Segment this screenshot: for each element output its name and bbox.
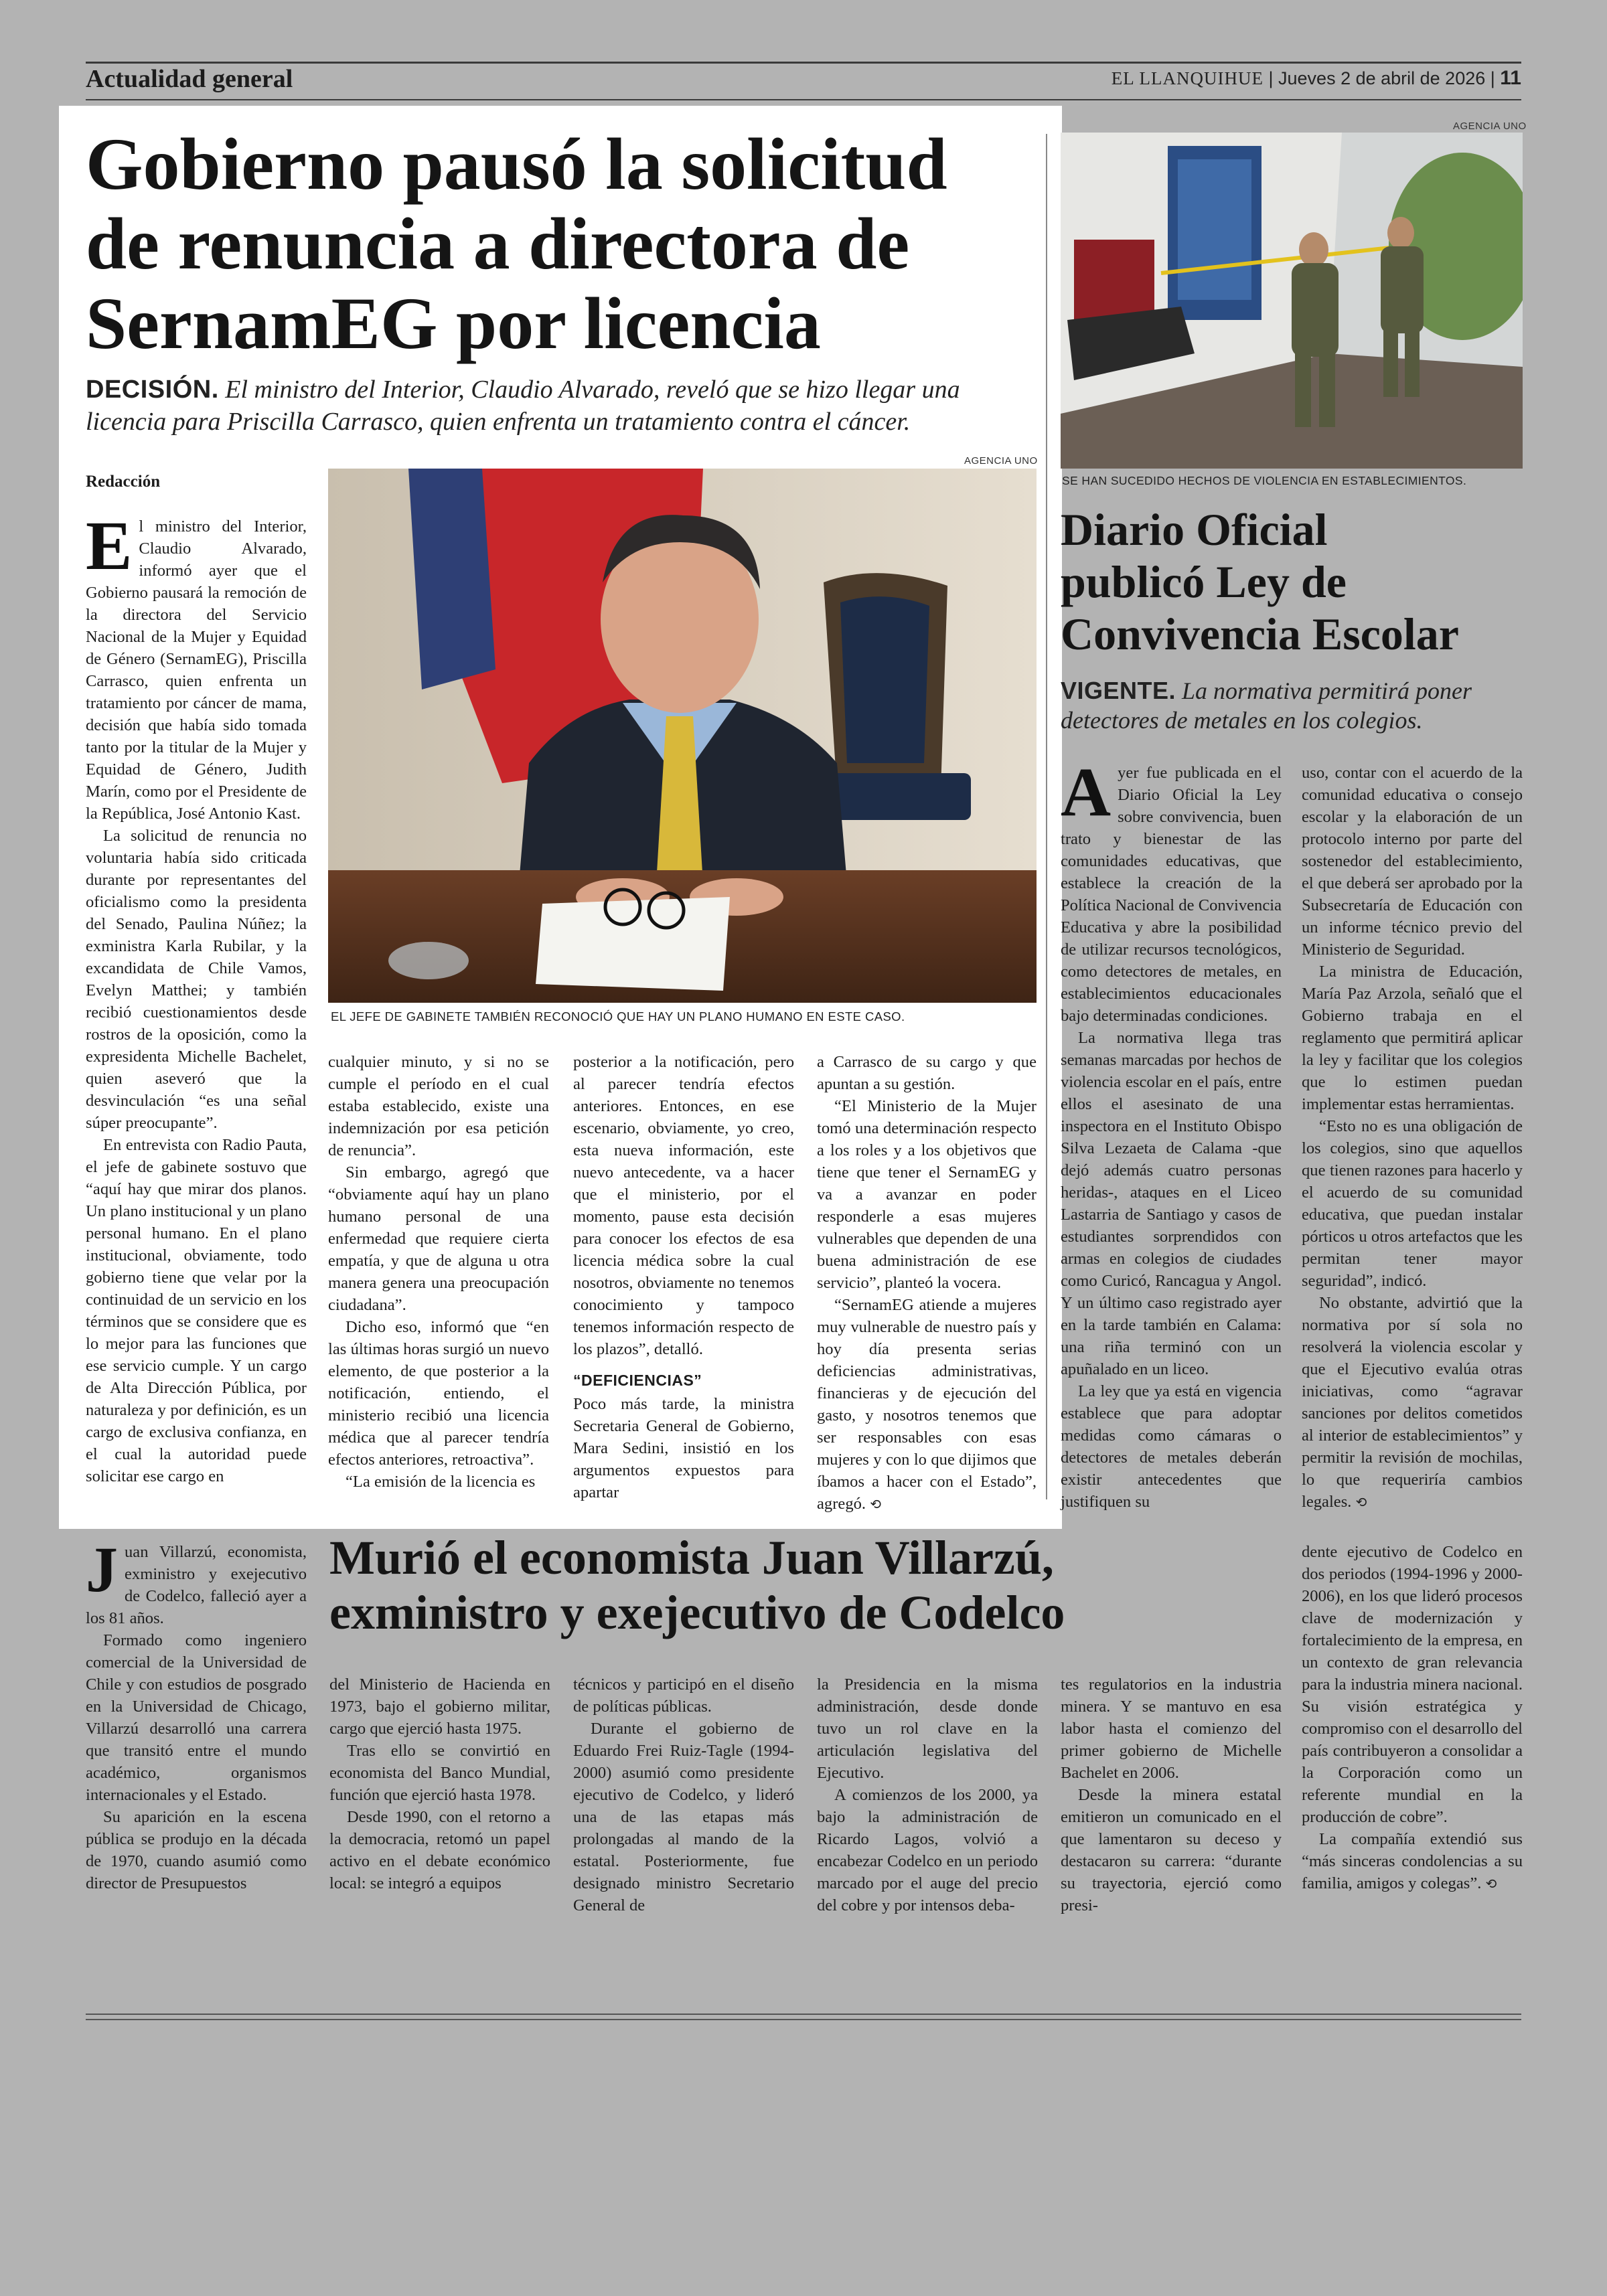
bottom-col1-p1: uan Villarzú, economista, exministro y exejecutivo de Codelco, falleció ayer a los 81 años. xyxy=(86,1543,307,1627)
side-lead-keyword: VIGENTE. xyxy=(1061,677,1176,704)
side-photo-credit: AGENCIA UNO xyxy=(1453,120,1527,132)
main-lead-line-1: El ministro del Interior, Claudio Alvarado, reveló que se hizo llegar una xyxy=(225,376,960,404)
byline: Redacción xyxy=(86,473,161,491)
main-col1-p1: l ministro del Interior, Claudio Alvarado, informó ayer que el Gobierno pausará la remoción de la directora del Servicio Nacional de la Mujer y Equidad de Género (SernamEG), Priscilla Carrasco, quien enfrenta un tratamiento por cáncer de mama, decisión que había sido tomada tanto por la titular de la Mujer y Equidad de Género, Judith Marín, como por el Presidente de la República, José Antonio Kast. xyxy=(86,517,307,823)
main-headline-line-2: de renuncia a directora de xyxy=(86,202,910,284)
column-divider xyxy=(1046,134,1047,1499)
bottom-rule-2 xyxy=(86,2019,1521,2020)
main-col2-p2: Sin embargo, agregó que “obviamente aquí hay un plano humano personal de una enfermedad que requiere cierta empatía, y que de alguna u otra manera genera una preocupación ciudadana”. xyxy=(328,1163,549,1314)
main-col4-p3: “SernamEG atiende a mujeres muy vulnerable de nuestro país y hoy día presenta serias deficiencias administrativas, financieras y de ejecución del gasto, y nosotros tenemos que ser responsables con esas mujeres y con lo que dijimos que íbamos a hacer con el Estado”, agregó. ⟲ xyxy=(817,1296,1037,1513)
side-headline-line-2: publicó Ley de xyxy=(1061,556,1347,607)
side-col1-p3: La ley que ya está en vigencia establece que para adoptar medidas como cámaras o detectores de metales deberán existir antecedentes que justifiquen su xyxy=(1061,1382,1282,1511)
main-col3-p1: posterior a la notificación, pero al parecer tendría efectos anteriores. Entonces, en ese escenario, obviamente, yo creo, esta nueva información, este nuevo antecedente, va a hacer que el ministerio, por el momento, pause esta decisión para conocer los efectos de esa licencia médica sobre la cual nosotros, obviamente no tenemos conocimiento y tampoco tenemos información respecto de los plazos”, detalló. xyxy=(573,1053,794,1358)
side-lead-line-2: detectores de metales en los colegios. xyxy=(1061,707,1423,734)
school-guards-illustration xyxy=(1061,133,1523,469)
main-col1-p3: En entrevista con Radio Pauta, el jefe de gabinete sostuvo que “aquí hay que mirar dos planos. Un plano institucional y un plano personal humano. En el plano institucional, obviamente, todo gobierno tiene que velar por la continuidad de un servicio en los términos que se considere que es lo mejor para las funciones que ese servicio cumple. Y un cargo de Alta Dirección Pública, por naturaleza y por definición, es un cargo de exclusiva confianza, en el cual la autoridad puede solicitar ese cargo en xyxy=(86,1136,307,1485)
side-col-2 xyxy=(1302,762,1523,1513)
section-label: Actualidad general xyxy=(86,65,293,93)
bottom-col6-p2: La compañía extendió sus “más sinceras condolencias a su familia, amigos y colegas”. ⟲ xyxy=(1302,1830,1523,1892)
main-col1-p2: La solicitud de renuncia no voluntaria había sido criticada durante por representantes del oficialismo como la presidenta del Senado, Paulina Núñez; la exministra Karla Rubilar, y la excandidata de Chile Vamos, Evelyn Matthei; y también recibió cuestionamientos desde rostros de la oposición, como la expresidenta Michelle Bachelet, quien aseveró que la desvinculación “es una señal súper preocupante”. xyxy=(86,827,307,1132)
main-col-1 xyxy=(86,507,307,1487)
issue-date: Jueves 2 de abril de 2026 xyxy=(1278,68,1486,88)
main-drop-cap: E xyxy=(86,507,133,584)
main-photo-credit: AGENCIA UNO xyxy=(964,455,1038,467)
side-col1-p2: La normativa llega tras semanas marcadas por hechos de violencia escolar en el país, entre ellos el asesinato de una inspectora en el Instituto Obispo Silva Lezaeta de Calama -que dejó además cuatro personas heridas-, ataques en el Liceo Lastarria de Santiago y casos de estudiantes sorprendidos con armas en colegios de ciudades como Curicó, Rancagua y Angol. Y un último caso registrado ayer en la tarde también en Calama: una riña terminó con un apuñalado en un liceo. xyxy=(1061,1029,1282,1378)
bottom-col1-p2: Formado como ingeniero comercial de la Universidad de Chile y con estudios de posgrado en la Universidad de Chicago, Villarzú desarrolló una carrera que transitó entre el mundo académico, organismos internacionales y el Estado. xyxy=(86,1631,307,1804)
bottom-col5-p2: Desde la minera estatal emitieron un comunicado en el que lamentaron su deceso y destacaron su carrera: “durante su trayectoria, ejerció como presi- xyxy=(1061,1786,1282,1914)
side-col2-p2: La ministra de Educación, María Paz Arzola, señaló que el Gobierno trabaja en el reglamento que permitirá aplicar la ley y facilitar que los colegios que lo estimen puedan implementar estas herramientas. xyxy=(1302,963,1523,1113)
bottom-col4-p1: la Presidencia en la misma administración, desde donde tuvo un rol clave en la articulación legislativa del Ejecutivo. xyxy=(817,1675,1038,1782)
main-col-4 xyxy=(817,1051,1037,1515)
main-subhead: “DEFICIENCIAS” xyxy=(573,1372,702,1389)
main-col4-p1: a Carrasco de su cargo y que apuntan a su gestión. xyxy=(817,1053,1037,1093)
bottom-col2-p2: Tras ello se convirtió en economista del Banco Mundial, función que ejerció hasta 1978. xyxy=(329,1742,550,1804)
end-mark-icon: ⟲ xyxy=(870,1496,881,1512)
main-headline-line-1: Gobierno pausó la solicitud xyxy=(86,123,947,205)
side-lead-line-1: La normativa permitirá poner xyxy=(1182,677,1472,704)
main-col2-p4: “La emisión de la licencia es xyxy=(346,1473,536,1491)
main-lead-keyword: DECISIÓN. xyxy=(86,376,219,404)
side-headline-line-3: Convivencia Escolar xyxy=(1061,608,1459,659)
bottom-col-1 xyxy=(86,1534,307,1894)
main-col2-p1: cualquier minuto, y si no se cumple el período en el cual estaba establecido, existe una indemnización por esa petición de renuncia”. xyxy=(328,1053,549,1159)
bottom-col-3 xyxy=(573,1673,794,1916)
main-photo-caption: EL JEFE DE GABINETE TAMBIÉN RECONOCIÓ QUE HAY UN PLANO HUMANO EN ESTE CASO. xyxy=(331,1009,905,1023)
paper-name: EL LLANQUIHUE xyxy=(1111,68,1264,88)
bottom-headline-line-1: Murió el economista Juan Villarzú, xyxy=(329,1531,1054,1584)
bottom-col3-p2: Durante el gobierno de Eduardo Frei Ruiz-Tagle (1994-2000) asumió como presidente ejecutivo de Codelco, y lideró una de las etapas más prolongadas al mando de la estatal. Posteriormente, fue designado ministro Secretario General de xyxy=(573,1720,794,1914)
main-col-3 xyxy=(573,1051,794,1503)
page-number: 11 xyxy=(1500,67,1521,89)
side-col2-p1: uso, contar con el acuerdo de la comunidad educativa o consejo escolar y la elaboración de un protocolo interno por parte del sostenedor del establecimiento, el que deberá ser aprobado por la Subsecretaría de Educación con un informe técnico previo del Ministerio de Seguridad. xyxy=(1302,764,1523,959)
bottom-col5-p1: tes regulatorios en la industria minera. Y se mantuvo en esa labor hasta el comienzo del primer gobierno de Michelle Bachelet en 2006. xyxy=(1061,1675,1282,1782)
main-lead-line-2: licencia para Priscilla Carrasco, quien enfrenta un tratamiento contra el cáncer. xyxy=(86,408,911,436)
side-photo-caption: SE HAN SUCEDIDO HECHOS DE VIOLENCIA EN ESTABLECIMIENTOS. xyxy=(1062,474,1467,487)
bottom-col3-p1: técnicos y participó en el diseño de políticas públicas. xyxy=(573,1675,794,1716)
side-headline xyxy=(1061,503,1523,660)
bottom-headline xyxy=(329,1530,1280,1640)
bottom-col6-p1: dente ejecutivo de Codelco en dos periodos (1994-1996 y 2000-2006), en los que lideró procesos clave de modernización y fortalecimiento de la empresa, en un contexto de gran relevancia para la industria minera nacional. Su visión estratégica y compromiso con el desarrollo del país contribuyeron a consolidar a la Corporación como un referente mundial en la producción de cobre”. xyxy=(1302,1543,1523,1826)
header-rule xyxy=(86,99,1521,100)
bottom-rule-1 xyxy=(86,2014,1521,2015)
main-headline xyxy=(86,125,1050,363)
side-col2-p3: “Esto no es una obligación de los colegios, sino que aquellos que tienen razones para hacerlo y el acuerdo de su comunidad educativa, que puedan instalar pórticos u otros artefactos que les permitan tener mayor seguridad”, indicó. xyxy=(1302,1117,1523,1290)
side-lead xyxy=(1061,676,1523,735)
top-rule xyxy=(86,62,1521,64)
side-headline-line-1: Diario Oficial xyxy=(1061,504,1328,555)
side-col1-p1: yer fue publicada en el Diario Oficial la Ley sobre convivencia, buen trato y bienestar de las comunidades educativas, que establece la creación de la Política Nacional de Convivencia Educativa y abre la posibilidad de utilizar recursos tecnológicos, como detectores de metales, en establecimientos educacionales bajo determinadas condiciones. xyxy=(1061,764,1282,1025)
end-mark-icon: ⟲ xyxy=(1355,1494,1367,1510)
main-photo xyxy=(328,469,1037,1003)
bottom-col-4 xyxy=(817,1673,1038,1916)
side-photo xyxy=(1061,133,1523,469)
bottom-col2-p3: Desde 1990, con el retorno a la democracia, retomó un papel activo en el debate económico local: se integró a equipos xyxy=(329,1808,550,1892)
bottom-col-5 xyxy=(1061,1673,1282,1916)
bottom-col2-p1: del Ministerio de Hacienda en 1973, bajo el gobierno militar, cargo que ejerció hasta 1975. xyxy=(329,1675,550,1738)
main-headline-line-3: SernamEG por licencia xyxy=(86,282,821,364)
main-col-2 xyxy=(328,1051,549,1493)
main-col4-p2: “El Ministerio de la Mujer tomó una determinación respecto a los roles y a los objetivos que tiene que tener el SernamEG y va a avanzar en poder responderle a esas mujeres vulnerables que dependen de una buena administración de ese servicio”, planteó la vocera. xyxy=(817,1097,1037,1292)
main-col2-p3: Dicho eso, informó que “en las últimas horas surgió un nuevo elemento, de que posterior a la notificación, entiendo, el ministerio recibió una licencia médica que al parecer tendría efectos anteriores, retroactiva”. xyxy=(328,1318,549,1469)
masthead: EL LLANQUIHUE | Jueves 2 de abril de 2026 | 11 xyxy=(1111,67,1521,89)
side-drop-cap: A xyxy=(1061,754,1112,831)
side-col-1 xyxy=(1061,754,1282,1513)
main-col3-p2: Poco más tarde, la ministra Secretaria General de Gobierno, Mara Sedini, insistió en los argumentos expuestos para apartar xyxy=(573,1395,794,1501)
end-mark-icon: ⟲ xyxy=(1485,1876,1497,1892)
main-lead xyxy=(86,374,1050,438)
bottom-col4-p2: A comienzos de los 2000, ya bajo la administración de Ricardo Lagos, volvió a encabezar Codelco en un periodo marcado por el auge del precio del cobre y por intensos deba- xyxy=(817,1786,1038,1914)
bottom-drop-cap: J xyxy=(86,1534,118,1605)
bottom-col1-p3: Su aparición en la escena pública se produjo en la década de 1970, cuando asumió como director de Presupuestos xyxy=(86,1808,307,1892)
minister-portrait-illustration xyxy=(328,469,1037,1003)
bottom-col-6 xyxy=(1302,1541,1523,1895)
side-col2-p4: No obstante, advirtió que la normativa por sí sola no resolverá la violencia escolar y que el Ejecutivo evalúa otras iniciativas, como “agravar sanciones por delitos cometidos al interior de establecimientos” y permitir la revisión de mochilas, lo que requeriría cambios legales. ⟲ xyxy=(1302,1294,1523,1511)
bottom-col-2 xyxy=(329,1673,550,1894)
bottom-headline-line-2: exministro y exejecutivo de Codelco xyxy=(329,1586,1065,1639)
